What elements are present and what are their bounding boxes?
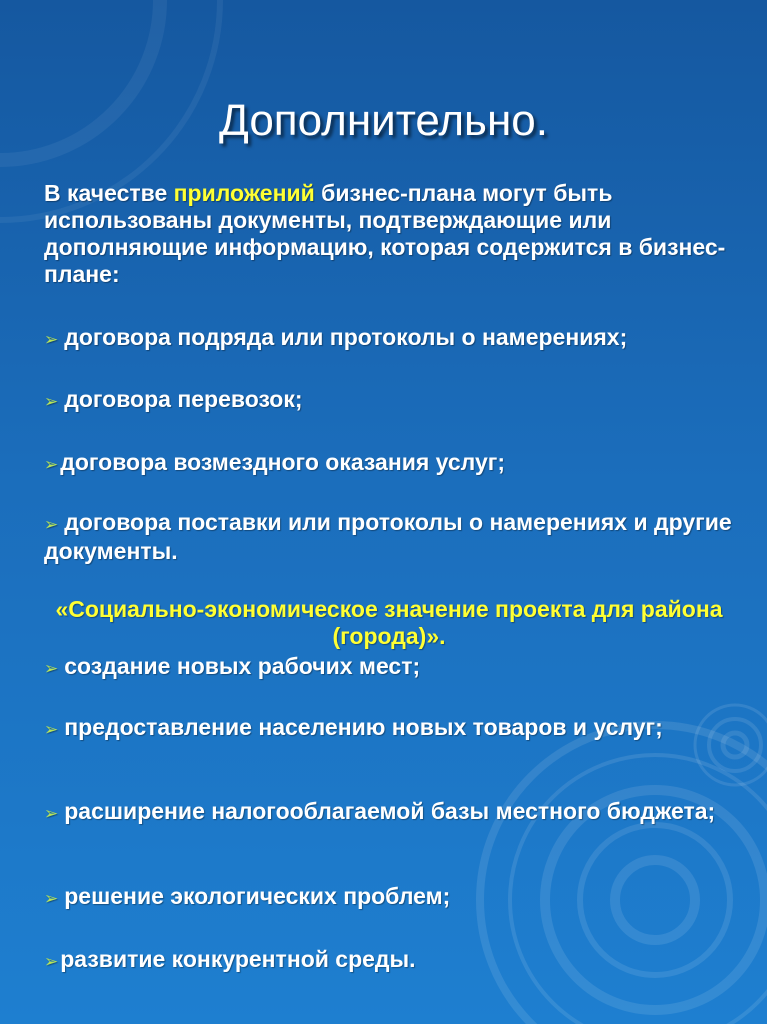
list-item-label: расширение налогооблагаемой базы местного бюджета; bbox=[64, 798, 716, 824]
list-item bbox=[44, 798, 734, 827]
bullet-arrow-icon: ➢ bbox=[44, 515, 59, 534]
bullet-arrow-icon: ➢ bbox=[44, 392, 59, 411]
list-item-label: решение экологических проблем; bbox=[64, 883, 451, 909]
list-item-label: развитие конкурентной среды. bbox=[60, 946, 416, 972]
list-item-label: договора подряда или протоколы о намерениях; bbox=[64, 324, 628, 350]
list-item bbox=[44, 449, 734, 478]
list-item bbox=[44, 946, 734, 975]
intro-highlight: приложений bbox=[173, 180, 315, 206]
intro-text-start: В качестве bbox=[44, 180, 174, 206]
bullet-arrow-icon: ➢ bbox=[44, 889, 59, 908]
list-item bbox=[44, 653, 734, 682]
bullet-arrow-icon: ➢ bbox=[44, 659, 59, 678]
bullet-arrow-icon: ➢ bbox=[44, 330, 59, 349]
list-item bbox=[44, 386, 734, 415]
bullet-arrow-icon: ➢ bbox=[44, 455, 59, 474]
bullet-arrow-icon: ➢ bbox=[44, 804, 59, 823]
page-title: Дополнительно. bbox=[219, 96, 548, 145]
list-item-label: создание новых рабочих мест; bbox=[64, 653, 421, 679]
list-item bbox=[44, 883, 734, 912]
bullet-arrow-icon: ➢ bbox=[44, 720, 59, 739]
list-item-label: договора перевозок; bbox=[64, 386, 303, 412]
list-item-label: предоставление населению новых товаров и услуг; bbox=[64, 714, 663, 740]
section-subheading: «Социально-экономическое значение проекта для района (города)». bbox=[55, 596, 723, 649]
bullet-arrow-icon: ➢ bbox=[44, 952, 59, 971]
list-item bbox=[44, 509, 734, 565]
list-item bbox=[44, 324, 734, 353]
list-item-label: договора возмездного оказания услуг; bbox=[60, 449, 506, 475]
intro-text-end: бизнес-плана могут быть использованы документы, подтверждающие или дополняющие информацию, которая содержится в бизнес-плане: bbox=[44, 180, 726, 287]
list-item bbox=[44, 714, 734, 743]
list-item-label: договора поставки или протоколы о намерениях и другие документы. bbox=[44, 509, 732, 564]
intro-paragraph bbox=[44, 180, 734, 288]
